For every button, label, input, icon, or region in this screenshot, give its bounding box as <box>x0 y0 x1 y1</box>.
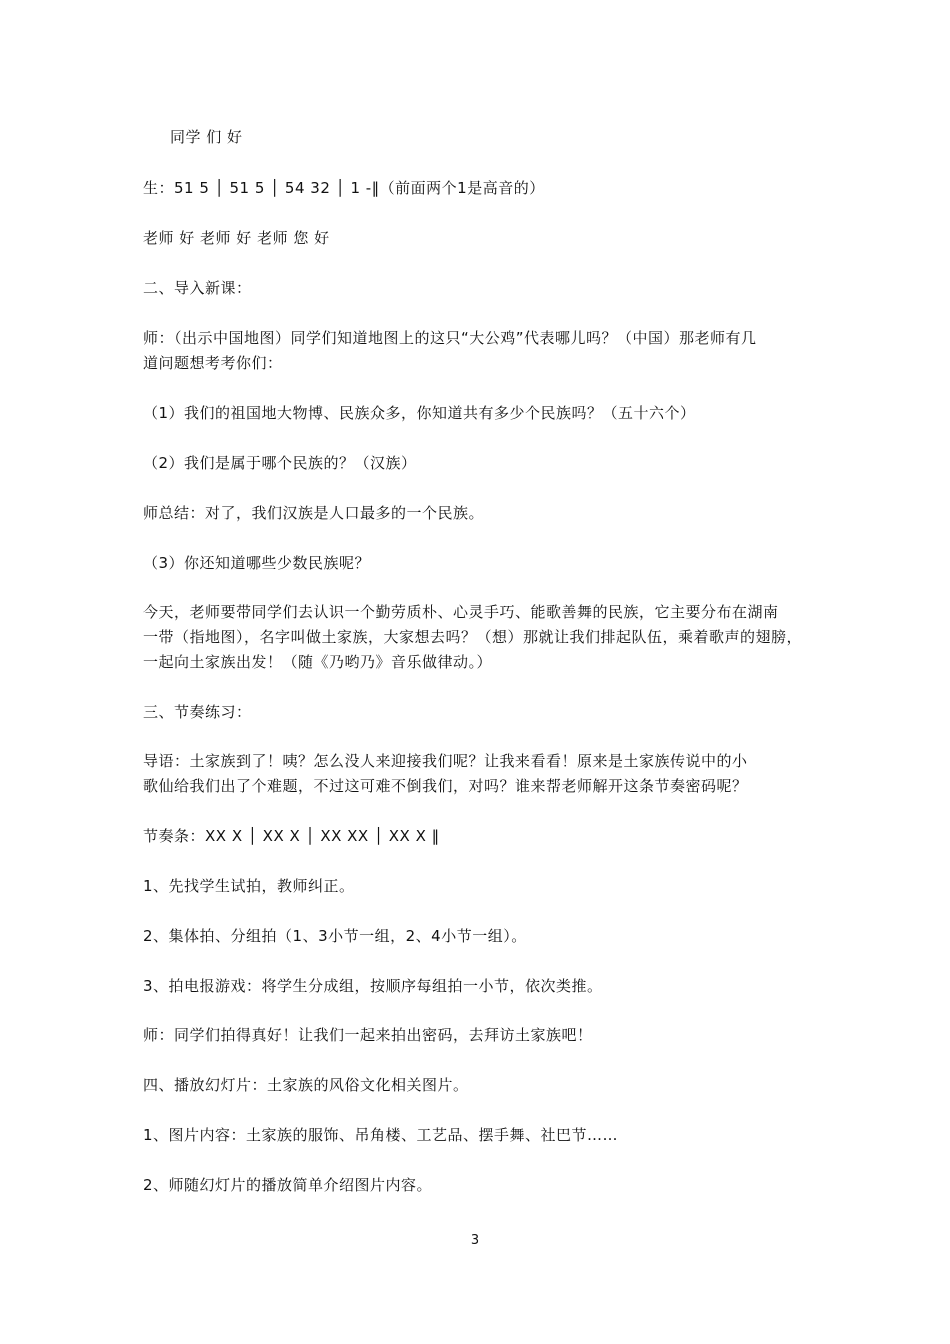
question-1: （1）我们的祖国地大物博、民族众多，你知道共有多少个民族吗？（五十六个） <box>143 404 696 422</box>
step-2: 2、集体拍、分组拍（1、3小节一组，2、4小节一组）。 <box>143 927 527 945</box>
paragraph-map-intro-line-2: 道问题想考考你们： <box>143 354 283 372</box>
paragraph-tujia-intro-line-3: 一起向土家族出发！（随《乃哟乃》音乐做律动。） <box>143 653 493 671</box>
rhythm-bar-notation: 节奏条：XX X │ XX X │ XX XX │ XX X ‖ <box>143 827 440 845</box>
paragraph-lead-in-line-2: 歌仙给我们出了个难题，不过这可难不倒我们，对吗？谁来帮老师解开这条节奏密码呢？ <box>143 777 748 795</box>
slideshow-item-2: 2、师随幻灯片的播放简单介绍图片内容。 <box>143 1176 433 1194</box>
paragraph-tujia-intro-line-1: 今天，老师要带同学们去认识一个勤劳质朴、心灵手巧、能歌善舞的民族，它主要分布在湖南 <box>143 603 779 621</box>
question-3: （3）你还知道哪些少数民族呢？ <box>143 554 371 572</box>
student-melody-notation: 生：51 5 │ 51 5 │ 54 32 │ 1 -‖（前面两个1是高音的） <box>143 179 545 197</box>
teacher-praise: 师：同学们拍得真好！让我们一起来拍出密码，去拜访土家族吧！ <box>143 1026 593 1044</box>
section-heading-slideshow: 四、播放幻灯片：土家族的风俗文化相关图片。 <box>143 1076 469 1094</box>
question-2: （2）我们是属于哪个民族的？（汉族） <box>143 454 417 472</box>
slideshow-item-1: 1、图片内容：土家族的服饰、吊角楼、工艺品、摆手舞、社巴节…… <box>143 1126 619 1144</box>
page-number: 3 <box>470 1233 480 1248</box>
step-3: 3、拍电报游戏：将学生分成组，按顺序每组拍一小节，依次类推。 <box>143 977 603 995</box>
greeting-lyrics-students: 同学 们 好 <box>170 128 243 146</box>
paragraph-map-intro-line-1: 师：（出示中国地图）同学们知道地图上的这只“大公鸡”代表哪儿吗？（中国）那老师有几 <box>143 329 757 347</box>
step-1: 1、先找学生试拍，教师纠正。 <box>143 877 355 895</box>
section-heading-rhythm-practice: 三、节奏练习： <box>143 703 252 721</box>
greeting-lyrics-teacher: 老师 好 老师 好 老师 您 好 <box>143 229 330 247</box>
teacher-summary: 师总结：对了，我们汉族是人口最多的一个民族。 <box>143 504 485 522</box>
paragraph-lead-in-line-1: 导语：土家族到了！咦？怎么没人来迎接我们呢？让我来看看！原来是土家族传说中的小 <box>143 752 748 770</box>
paragraph-tujia-intro-line-2: 一带（指地图），名字叫做土家族，大家想去吗？（想）那就让我们排起队伍，乘着歌声的翅膀， <box>143 628 803 646</box>
section-heading-new-lesson: 二、导入新课： <box>143 279 252 297</box>
